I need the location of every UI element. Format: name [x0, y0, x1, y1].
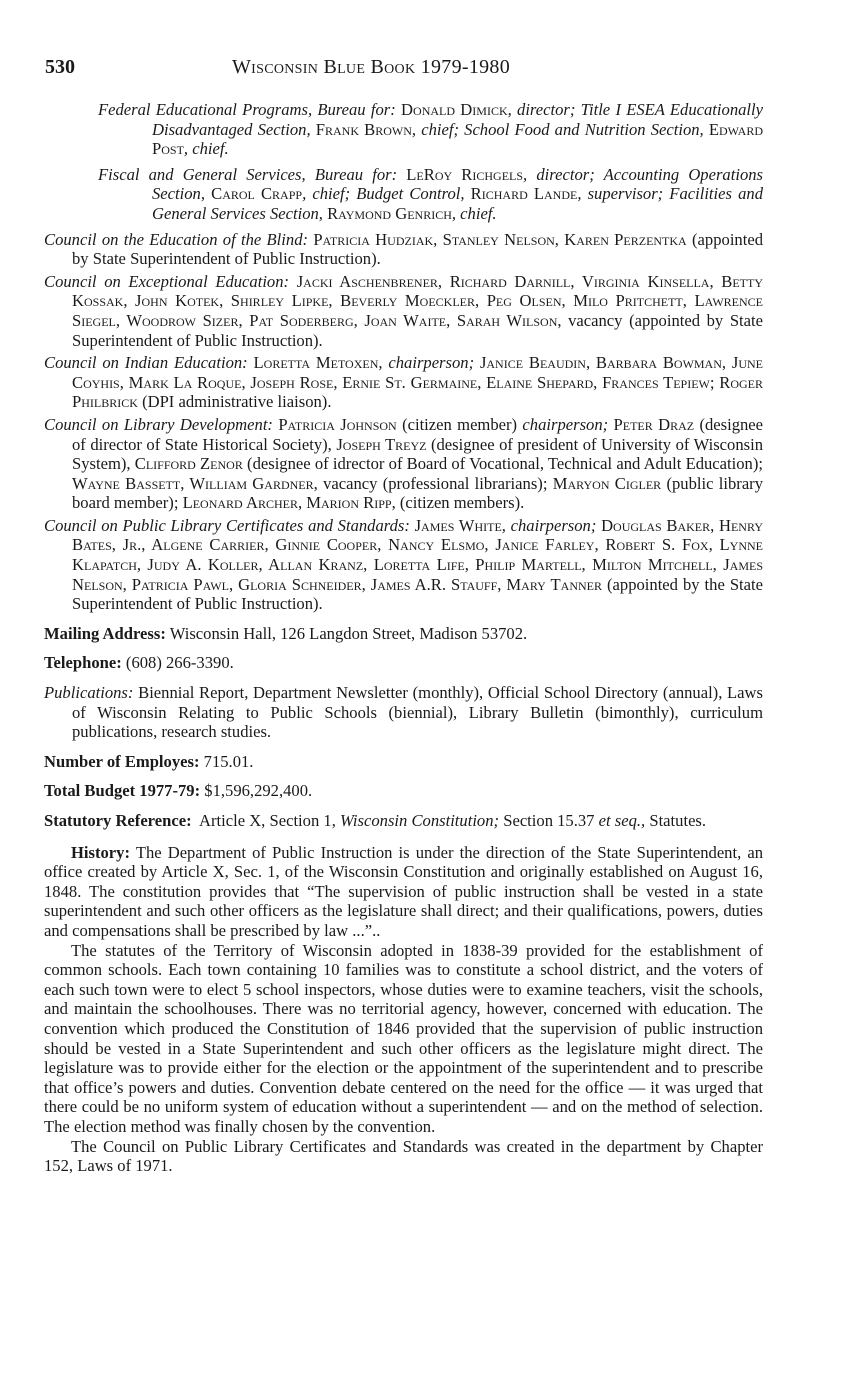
history-paragraph-3: The Council on Public Library Certificates and Standards was created in the department by Chapter 152, Laws of 1971. — [44, 1136, 763, 1176]
telephone: Telephone: (608) 266-3390. — [44, 653, 234, 673]
publications: Publications: Biennial Report, Department Newsletter (monthly), Official School Directory (annual), Laws of Wisconsin Relating to Public Schools (biennial), Library Bulletin (bimonthly), curriculum publications, research studies. — [44, 683, 763, 742]
council-education-blind: Council on the Education of the Blind: Patricia Hudziak, Stanley Nelson, Karen Perzentka (appointed by State Superintendent of Public Instruction). — [44, 229, 763, 269]
bureau-fiscal-services: Fiscal and General Services, Bureau for: LeRoy Richgels, director; Accounting Operations Section, Carol Crapp, chief; Budget Control, Richard Lande, supervisor; Facilities and General Services Section, Raymond Genrich, chief. — [98, 164, 763, 223]
page-number: 530 — [45, 56, 75, 78]
running-title: Wisconsin Blue Book 1979-1980 — [232, 56, 511, 78]
council-indian-education: Council on Indian Education: Loretta Metoxen, chairperson; Janice Beaudin, Barbara Bowman, June Coyhis, Mark La Roque, Joseph Rose, Ernie St. Germaine, Elaine Shepard, Frances Tepiew; Roger Philbrick (DPI administrative liaison). — [44, 353, 763, 412]
page-header — [44, 58, 763, 82]
bureau-federal-programs: Federal Educational Programs, Bureau for: Donald Dimick, director; Title I ESEA Educationally Disadvantaged Section, Frank Brown, chief; School Food and Nutrition Section, Edward Post, chief. — [98, 100, 763, 159]
number-of-employes: Number of Employes: 715.01. — [44, 751, 254, 771]
council-exceptional-education: Council on Exceptional Education: Jacki Aschenbrener, Richard Darnill, Virginia Kinsella, Betty Kossak, John Kotek, Shirley Lipke, Beverly Moeckler, Peg Olsen, Milo Pritchett, Lawrence Siegel, Woodrow Sizer, Pat Soderberg, Joan Waite, Sarah Wilson, vacancy (appointed by State Superintendent of Public Instruction). — [44, 271, 764, 350]
council-library-certificates: Council on Public Library Certificates and Standards: James White, chairperson; Douglas Baker, Henry Bates, Jr., Algene Carrier, Ginnie Cooper, Nancy Elsmo, Janice Farley, Robert S. Fox, Lynne Klapatch, Judy A. Koller, Allan Kranz, Loretta Life, Philip Martell, Milton Mitchell, James Nelson, Patricia Pawl, Gloria Schneider, James A.R. Stauff, Mary Tanner (appointed by the State Superintendent of Public Instruction). — [44, 515, 763, 614]
history-paragraph-1: History: The Department of Public Instruction is under the direction of the State Superintendent, an office created by Article X, Sec. 1, of the Wisconsin Constitution and originally established on August 16, 1848. The constitution provides that “The supervision of public instruction shall be vested in a state superintendent and such other officers as the legislature shall direct; and their qualifications, powers, duties and compensations shall be prescribed by law ...”.. — [44, 842, 763, 940]
history-paragraph-2: The statutes of the Territory of Wisconsin adopted in 1838-39 provided for the establishment of common schools. Each town containing 10 families was to constitute a school district, and the voters of each such town were to elect 5 school inspectors, whose duties were to examine teachers, visit the schools, and maintain the schoolhouses. There was no territorial agency, however, concerned with education. The convention which produced the Constitution of 1846 provided that the supervision of public instruction should be vested in a State Superintendent and such other officers as the legislature might direct. The legislature was to provide either for the election or the appointment of the superintendent and to prescribe that office’s powers and duties. Convention debate centered on the need for the office — it was urged that there could be no uniform system of education without a superintendent — and on the method of selection. The election method was finally chosen by the convention. — [44, 940, 763, 1136]
mailing-address: Mailing Address: Wisconsin Hall, 126 Langdon Street, Madison 53702. — [44, 623, 528, 643]
council-library-development: Council on Library Development: Patricia Johnson (citizen member) chairperson; Peter Draz (designee of director of State Historical Society), Joseph Treyz (designee of president of University of Wisconsin System), Clifford Zenor (designee of idrector of Board of Vocational, Technical and Adult Education); Wayne Bassett, William Gardner, vacancy (professional librarians); Maryon Cigler (public library board member); Leonard Archer, Marion Ripp, (citizen members). — [44, 414, 764, 513]
total-budget: Total Budget 1977-79: $1,596,292,400. — [44, 781, 313, 801]
statutory-reference: Statutory Reference: Article X, Section 1, Wisconsin Constitution; Section 15.37 et seq., Statutes. — [44, 811, 707, 830]
